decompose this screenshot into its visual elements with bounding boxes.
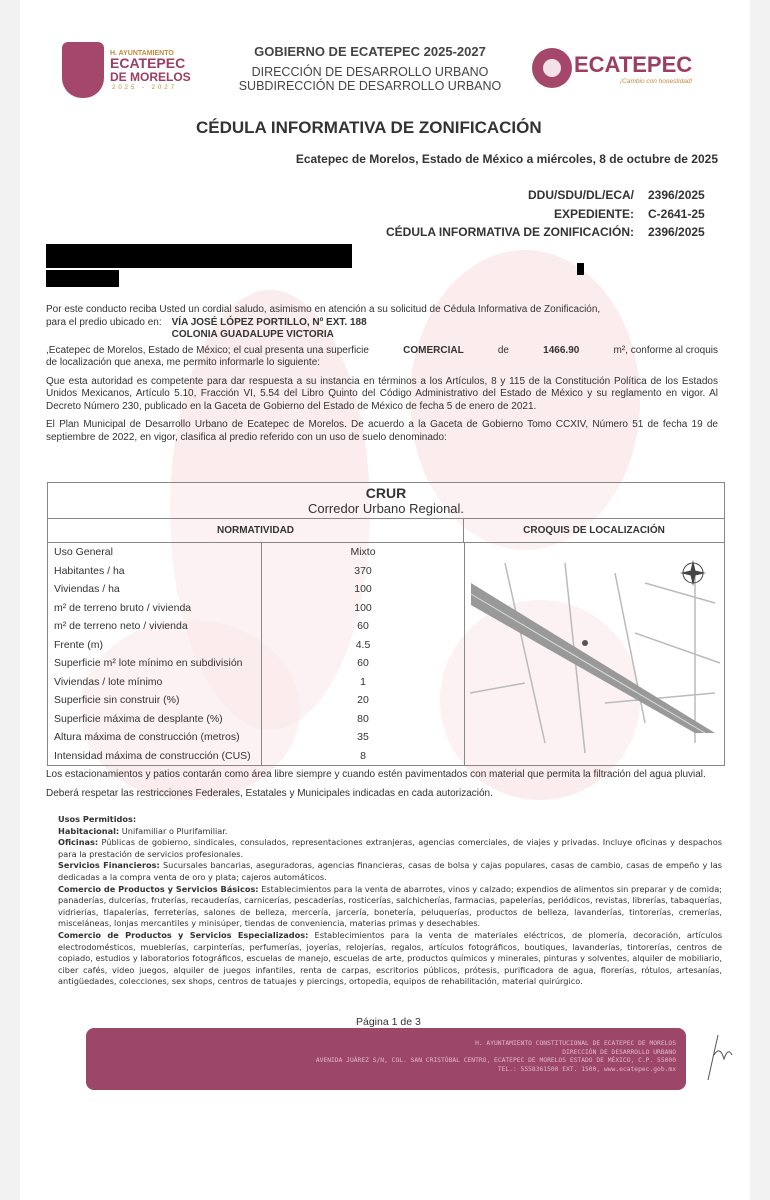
norm-row — [48, 599, 464, 618]
document-title: CÉDULA INFORMATIVA DE ZONIFICACIÓN — [196, 118, 542, 137]
map-sketch — [465, 543, 724, 765]
page-number: Página 1 de 3 — [356, 1016, 421, 1028]
norm-row — [48, 728, 464, 747]
property-address: VÍA JOSÉ LÓPEZ PORTILLO, Nº EXT. 188 COLONIA GUADALUPE VICTORIA — [171, 316, 367, 340]
norm-row — [48, 543, 464, 562]
norm-value: 80 — [262, 710, 465, 729]
norm-label: m² de terreno neto / vivienda — [54, 620, 188, 633]
norm-row — [48, 636, 464, 655]
norm-value: 370 — [262, 562, 465, 581]
document-page: H. AYUNTAMIENTO ECATEPEC DE MORELOS 2025 - 2027 GOBIERNO DE ECATEPEC 2025-2027 DIRECCIÓN DE DESARROLLO URBANO SUBDIRECCIÓN DE DESARROLLO URBANO ECATEPEC ¡Cambio con honestidad! CÉDULA INFORMATIVA DE ZONIFICACIÓN Ecatepec de Morelos, Estado de México a miércoles, 8 de octubre de 2025 DDU/SDU/DL/ECA/ 2396/2025 EXPEDIENTE: C-2641-25 CÉDULA INFORMATIVA DE ZONIFICACIÓN: 2396/2025 Por este conducto reciba Usted un cordial saludo, asimismo en atención a su solicitud de Cédula Informativa de Zonificación, para el predio ubicado en: VÍA JOSÉ LÓPEZ PORTILLO, Nº EXT. 188 COLONIA GUADALUPE VICTORIA ,Ecatepec de Morelos, Estado de México; el cual presenta una superficie COMERCIAL de 1466.90 m², conforme al croquis de localización que anexa, me permito informarle lo siguiente: Que esta autoridad es competente para dar respuesta a su instancia en términos a los Artículos, 8 y 115 de la Constitución Política de los Estados Unidos Mexicanos, Artículo 5.10, Fracción VI, 5.54 del Libro Quinto del Código Administrativo del Estado de México y su reglamento en vigor. Al Decreto Número 230, publicado en la Gaceta de Gobierno del Estado de México de fecha 5 de enero de 2021. El Plan Municipal de Desarrollo Urbano de Ecatepec de Morelos. De acuerdo a la Gaceta de Gobierno Tomo CCXIV, Número 51 de fecha 19 de septiembre de 2022, en vigor, clasifica al predio referido con un uso de suelo denominado: CRUR Corredor Urbano Regional. NORMATIVIDAD CROQUIS DE LOCALIZACIÓN Uso General Mixto Habitantes / ha 370 Viviendas / ha 100 m² de terreno bruto / vivienda 100 m² de terreno neto / vivienda 60 Frente (m) 4.5 Superficie m² lote mínimo en subdivisión 60 Viviendas / lote mínimo 1 Superficie sin construir (%) 20 Superficie máxima de desplante (%) 80 Altura máxima de construcción (metros) 35 Intensidad máxima de construcción (CUS) 8 Los estacionamientos y patios contarán como área libre siempre y cuando estén pavimentados con material que permita la filtración del agua pluvial. Deberá respetar las restricciones Federales, Estatales y Municipales indicadas en cada autorización. Usos Permitidos: Habitacional: Unifamiliar o Plurifamiliar. Oficinas: Públicas de gobierno, sindicales, consulados, representaciones extranjeras, agencias comerciales, de viajes y privadas. Incluye oficinas y despachos para la prestación de servicios profesionales. Servicios Financieros: Sucursales bancarias, aseguradoras, agencias financieras, casas de bolsa y cajas populares, casas de cambio, casas de empeño y las dedicadas a la compra venta de oro y plata; cajeros automáticos. Comercio de Productos y Servicios Básicos: Establecimientos para la venta de abarrotes, vinos y calzado; expendios de alimentos sin preparar y de comida; panaderías, dulcerías, fruterías, recauderías, carnicerías, pescaderías, rosticerías, salchicherías, farmacias, papelerías, periódicos, revistas, librerías, tabaquerías, vidrierías, tlapalerías, ferreterías, salones de belleza, mercería, jarcería, bonetería, peluquerías, productos de belleza, lavanderías, tintorerías, cremerías, misceláneas, lonjas mercantiles y minisúper, tiendas de conveniencia, materias primas y desechables. Comercio de Productos y Servicios Especializados: Establecimientos para la venta de materiales eléctricos, de plomería, decoración, artículos electrodomésticos, mueblerías, carpinterías, perfumerías, joyerías, relojerías, regalos, artículos fotográficos, boutiques, lavanderías, tintorerías, centros de copiado, estudios y laboratorios fotográficos, escuelas de manejo, escuelas de arte, productos químicos y minerales, pinturas y solventes, alquiler de mobiliario, ciber cafés, video juegos, alquiler de juegos infantiles, renta de carpas, escritorios públicos, prótesis, purificadora de agua, florerías, rótulos, artesanías, antigüedades, colecciones, sex shops, centros de tatuajes y piercings, ortopedia, equipos de rehabilitación, material quirúrgico. Página 1 de 3 H. AYUNTAMIENTO CONSTITUCIONAL DE ECATEPEC DE MORELOS DIRECCIÓN DE DESARROLLO URBANO AVENIDA JUÁREZ S/N, COL. SAN CRISTÓBAL CENTRO, ECATEPEC DE MORELOS ESTADO DE MÉXICO, C.P. 55000 TEL.: 5558361500 EXT. 1500, www.ecatepec.gob.mx — [20, 0, 750, 1200]
norm-label: Altura máxima de construcción (metros) — [54, 731, 240, 744]
footer-banner: H. AYUNTAMIENTO CONSTITUCIONAL DE ECATEPEC DE MORELOS DIRECCIÓN DE DESARROLLO URBANO AVENIDA JUÁREZ S/N, COL. SAN CRISTÓBAL CENTRO, ECATEPEC DE MORELOS ESTADO DE MÉXICO, C.P. 55000 TEL.: 5558361500 EXT. 1500, www.ecatepec.gob.mx — [86, 1028, 686, 1090]
norm-value: 60 — [262, 617, 465, 636]
redacted-line — [46, 270, 119, 287]
map-header: CROQUIS DE LOCALIZACIÓN — [523, 525, 665, 536]
norm-row — [48, 654, 464, 673]
municipality-logo: H. AYUNTAMIENTO ECATEPEC DE MORELOS 2025 - 2027 — [60, 40, 210, 100]
norm-label: Habitantes / ha — [54, 564, 125, 577]
norms-table — [48, 543, 464, 765]
surface-area: 1466.90 — [543, 344, 580, 356]
subdirection-name: SUBDIRECCIÓN DE DESARROLLO URBANO — [238, 79, 502, 93]
permitted-use-item: Comercio de Productos y Servicios Especializados: Establecimientos para la venta de materiales eléctricos, de plomería, decoración, artículos electrodomésticos, mueblerías, carpinterías, perfumerías, joyerías, relojerías, regalos, artículos fotográficos, boutiques, lavanderías, tintorerías, centros de copiado, estudios y laboratorios fotográficos, escuelas de manejo, escuelas de arte, productos químicos y minerales, pinturas y solventes, alquiler de mobiliario, ciber cafés, video juegos, alquiler de juegos infantiles, renta de carpas, escritorios públicos, prótesis, purificadora de agua, florerías, rótulos, artesanías, antigüedades, colecciones, sex shops, centros de tatuajes y piercings, ortopedia, equipos de rehabilitación, material quirúrgico. — [58, 929, 722, 987]
direction-name: DIRECCIÓN DE DESARROLLO URBANO — [251, 65, 489, 79]
plan-paragraph: El Plan Municipal de Desarrollo Urbano de Ecatepec de Morelos. De acuerdo a la Gaceta de Gobierno Tomo CCXIV, Número 51 de fecha 19 de septiembre de 2022, en vigor, clasifica al predio referido con un uso de suelo denominado: — [46, 419, 718, 443]
zone-code: CRUR — [365, 485, 407, 501]
surface-type: COMERCIAL — [403, 344, 464, 356]
redacted-mark — [577, 263, 584, 275]
signature — [700, 1025, 740, 1085]
norm-value: 1 — [262, 673, 465, 692]
norm-row — [48, 617, 464, 636]
location-pin-icon — [582, 640, 588, 646]
norm-value: 35 — [262, 728, 465, 747]
norm-value: 8 — [262, 747, 465, 766]
zoning-table — [47, 482, 725, 766]
permitted-use-item: Habitacional: Unifamiliar o Plurifamiliar. — [58, 825, 228, 836]
ecatepec-logo: ECATEPEC ¡Cambio con honestidad! — [532, 48, 712, 94]
compass-icon — [680, 560, 706, 586]
government-name: GOBIERNO DE ECATEPEC 2025-2027 — [254, 44, 486, 59]
parking-note: Los estacionamientos y patios contarán como área libre siempre y cuando estén pavimentados con material que permita la filtración del agua pluvial. — [46, 769, 706, 780]
norm-row — [48, 710, 464, 729]
norm-value: 60 — [262, 654, 465, 673]
location-map — [464, 543, 724, 765]
permitted-use-item: Servicios Financieros: Sucursales bancarias, aseguradoras, agencias financieras, casas de bolsa y cajas populares, casas de cambio, casas de empeño y las dedicadas a la compra venta de oro y plata; cajeros automáticos. — [58, 860, 722, 882]
norm-value: 4.5 — [262, 636, 465, 655]
norm-label: Superficie máxima de desplante (%) — [54, 712, 223, 725]
norm-label: Superficie m² lote mínimo en subdivisión — [54, 657, 243, 670]
restrictions-note: Deberá respetar las restricciones Federales, Estatales y Municipales indicadas en cada autorización. — [46, 787, 493, 799]
norm-row — [48, 747, 464, 766]
norm-label: Viviendas / lote mínimo — [54, 675, 163, 688]
zone-name: Corredor Urbano Regional. — [307, 501, 465, 516]
norm-row — [48, 562, 464, 581]
norm-row — [48, 580, 464, 599]
norm-value: 100 — [262, 580, 465, 599]
redacted-name — [46, 244, 352, 268]
norm-label: Superficie sin construir (%) — [54, 694, 180, 707]
greeting-paragraph: Por este conducto reciba Usted un cordial saludo, asimismo en atención a su solicitud de Cédula Informativa de Zonificación, — [46, 304, 601, 315]
norm-row — [48, 673, 464, 692]
legal-basis-paragraph: Que esta autoridad es competente para dar respuesta a su instancia en términos a los Artículos, 8 y 115 de la Constitución Política de los Estados Unidos Mexicanos, Artículo 5.10, Fracción VI, 5.54 del Libro Quinto del Código Administrativo del Estado de México y su reglamento en vigor. Al Decreto Número 230, publicado en la Gaceta de Gobierno del Estado de México de fecha 5 de enero de 2021. — [46, 375, 718, 412]
norm-value: 20 — [262, 691, 465, 710]
norm-label: m² de terreno bruto / vivienda — [54, 601, 192, 614]
permitted-use-item: Oficinas: Públicas de gobierno, sindicales, consulados, representaciones extranjeras, agencias comerciales, de viajes y privadas. Incluye oficinas y despachos para la prestación de servicios profesionales. — [58, 837, 722, 859]
norm-label: Frente (m) — [54, 638, 104, 651]
normatividad-header: NORMATIVIDAD — [48, 519, 464, 542]
reference-block: DDU/SDU/DL/ECA/ 2396/2025 EXPEDIENTE: C-2641-25 CÉDULA INFORMATIVA DE ZONIFICACIÓN: 2396/2025 — [386, 188, 705, 239]
permitted-uses: Usos Permitidos: Habitacional: Unifamiliar o Plurifamiliar. Oficinas: Públicas de gobierno, sindicales, consulados, representaciones extranjeras, agencias comerciales, de viajes y privadas. Incluye oficinas y despachos para la prestación de servicios profesionales. Servicios Financieros: Sucursales bancarias, aseguradoras, agencias financieras, casas de bolsa y cajas populares, casas de cambio, casas de empeño y las dedicadas a la compra venta de oro y plata; cajeros automáticos. Comercio de Productos y Servicios Básicos: Establecimientos para la venta de abarrotes, vinos y calzado; expendios de alimentos sin preparar y de comida; panaderías, dulcerías, fruterías, recauderías, carnicerías, pescaderías, rosticerías, salchicherías, farmacias, papelerías, periódicos, revistas, librerías, tabaquerías, vidrierías, tlapalerías, ferreterías, salones de belleza, mercería, jarcería, bonetería, peluquerías, productos de belleza, lavanderías, tintorerías, cremerías, misceláneas, lonjas mercantiles y minisúper, tiendas de conveniencia, materias primas y desechables. Comercio de Productos y Servicios Especializados: Establecimientos para la venta de materiales eléctricos, de plomería, decoración, artículos electrodomésticos, mueblerías, carpinterías, perfumerías, joyerías, relojerías, regalos, artículos fotográficos, boutiques, lavanderías, tintorerías, centros de copiado, estudios y laboratorios fotográficos, escuelas de manejo, escuelas de arte, productos químicos y minerales, pinturas y solventes, alquiler de mobiliario, ciber cafés, video juegos, alquiler de juegos infantiles, renta de carpas, escritorios públicos, prótesis, purificadora de agua, florerías, rótulos, artesanías, antigüedades, colecciones, sex shops, centros de tatuajes y piercings, ortopedia, equipos de rehabilitación, material quirúrgico. — [58, 814, 722, 987]
norm-label: Intensidad máxima de construcción (CUS) — [54, 749, 251, 762]
norm-label: Uso General — [54, 546, 113, 559]
date-line: Ecatepec de Morelos, Estado de México a miércoles, 8 de octubre de 2025 — [295, 152, 718, 166]
norm-label: Viviendas / ha — [54, 583, 120, 596]
norm-value: 100 — [262, 599, 465, 618]
norm-row — [48, 691, 464, 710]
permitted-use-item: Comercio de Productos y Servicios Básicos: Establecimientos para la venta de abarrotes, vinos y calzado; expendios de alimentos sin preparar y de comida; panaderías, dulcerías, fruterías, recauderías, carnicerías, pescaderías, rosticerías, salchicherías, farmacias, papelerías, periódicos, revistas, librerías, tabaquerías, vidrierías, tlapalerías, ferreterías, salones de belleza, mercería, jarcería, bonetería, peluquerías, productos de belleza, lavanderías, tintorerías, cremerías, misceláneas, lonjas mercantiles y minisúper, tiendas de conveniencia, materias primas y desechables. — [58, 883, 722, 929]
norm-value: Mixto — [262, 543, 465, 562]
